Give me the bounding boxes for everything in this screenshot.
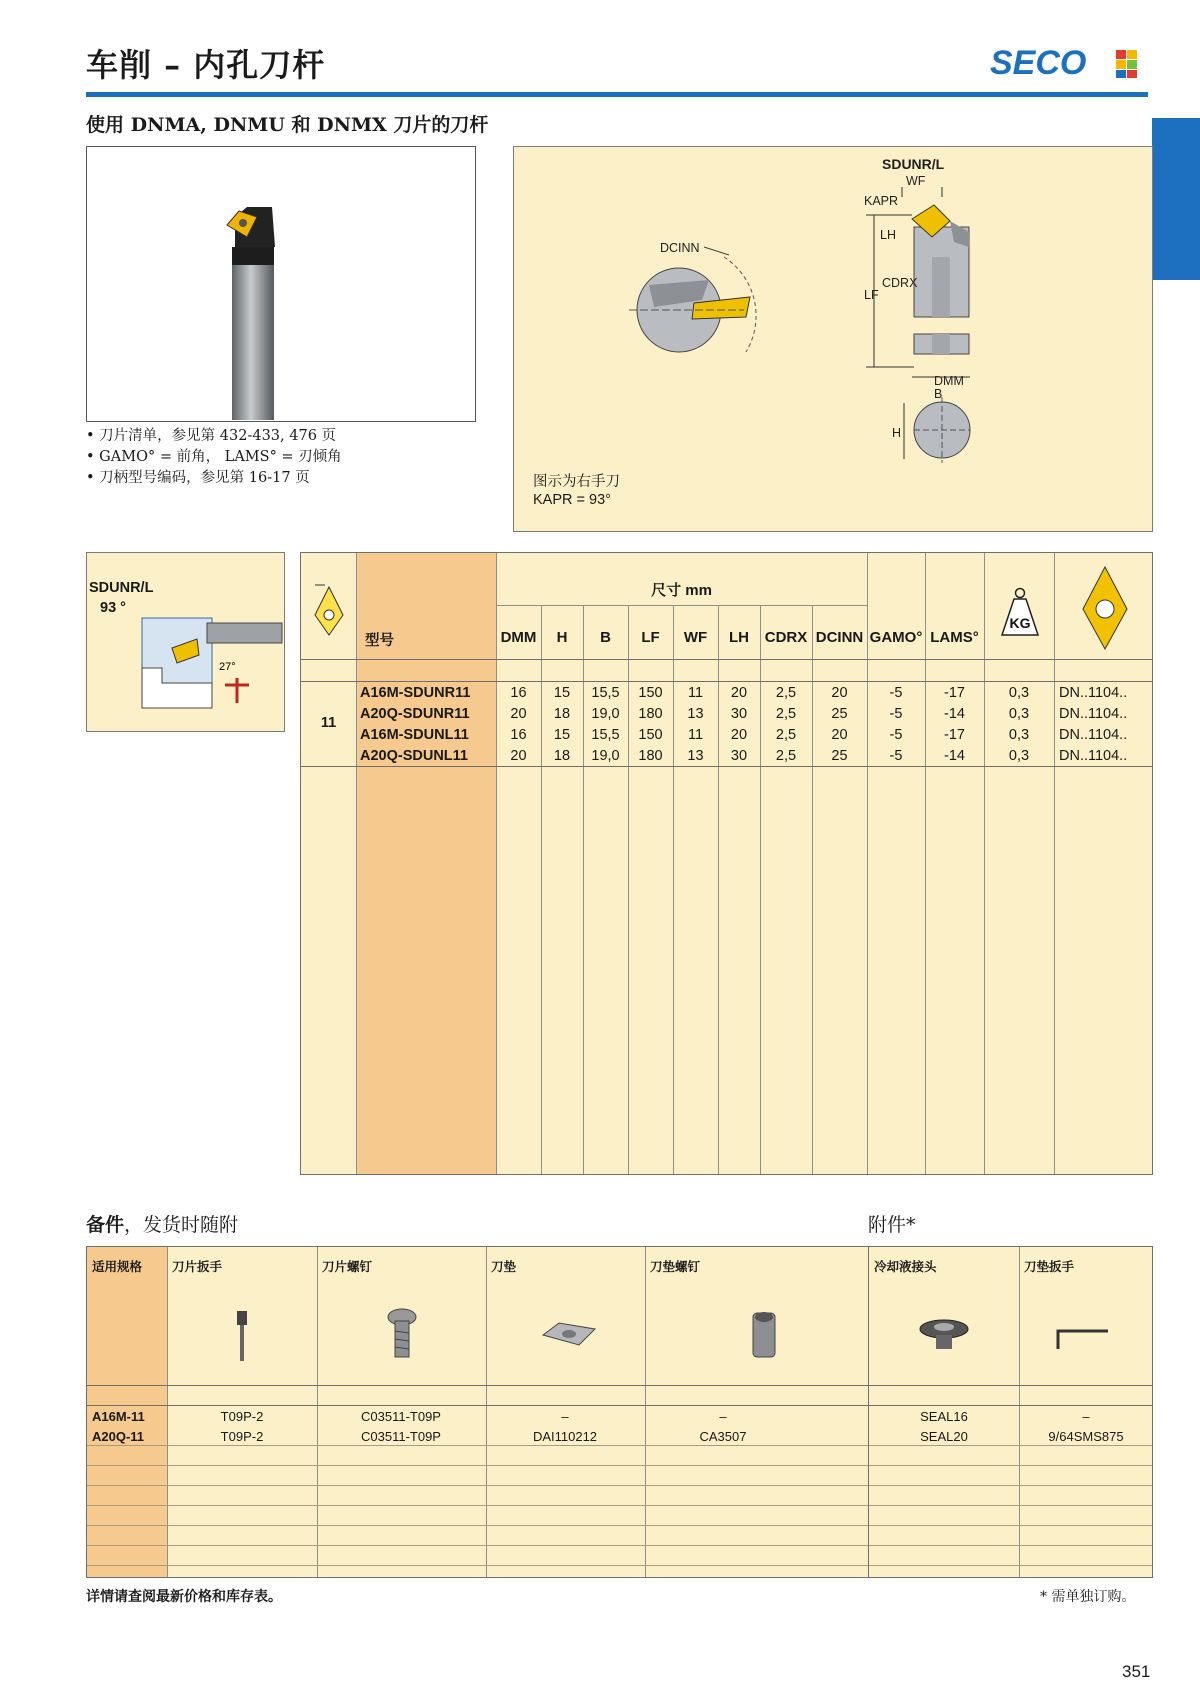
header-rule	[86, 92, 1148, 97]
value-cell: 2,5	[775, 727, 797, 743]
part-cell: C03511-T09P	[361, 1429, 441, 1444]
value-cell: 16	[510, 727, 527, 743]
note-item: • 刀柄型号编码，参见第 16-17 页	[86, 470, 310, 486]
value-cell: 2,5	[775, 706, 797, 722]
value-cell: 18	[553, 706, 571, 722]
value-cell: -17	[944, 727, 965, 743]
note-item: • GAMO° = 前角， LAMS° = 刃倾角	[86, 449, 342, 465]
value-cell: 20	[730, 685, 748, 701]
value-cell: 2,5	[775, 685, 797, 701]
value-cell: -5	[889, 685, 903, 701]
orientation-angle: 93 °	[100, 600, 126, 616]
notes-list	[86, 426, 342, 489]
value-cell: 20	[510, 748, 527, 764]
accessory-cell: SEAL16	[920, 1409, 968, 1424]
col-header: LF	[641, 629, 660, 646]
svg-text:LF: LF	[864, 288, 879, 302]
spares-header: 适用规格	[92, 1259, 143, 1274]
value-cell: 20	[730, 727, 748, 743]
orientation-title: SDUNR/L	[89, 580, 154, 596]
value-cell: 25	[831, 748, 848, 764]
svg-text:27°: 27°	[219, 661, 236, 673]
part-cell: CA3507	[699, 1429, 747, 1444]
value-cell: 11	[687, 685, 704, 701]
acc-header: 刀垫扳手	[1024, 1259, 1075, 1274]
value-cell: 13	[687, 706, 704, 722]
svg-text:LH: LH	[880, 228, 896, 242]
diagram-caption: 图示为右手刀	[533, 474, 620, 490]
value-cell: 2,5	[775, 748, 797, 764]
value-cell: 25	[831, 706, 848, 722]
accessory-cell: –	[1082, 1409, 1090, 1424]
value-cell: 20	[831, 727, 848, 743]
value-cell: -14	[944, 748, 965, 764]
value-cell: -5	[889, 706, 903, 722]
part-cell: C03511-T09P	[361, 1409, 441, 1424]
col-header: LH	[729, 629, 749, 646]
part-cell: –	[719, 1409, 727, 1424]
footnote-right: * 需单独订购。	[1040, 1589, 1136, 1605]
value-cell: 150	[638, 727, 663, 743]
col-header: GAMO°	[869, 629, 923, 646]
spares-table	[86, 1246, 891, 1578]
model-cell: A20Q-SDUNL11	[360, 748, 468, 764]
value-cell: 15,5	[591, 727, 620, 743]
part-cell: DAI110212	[532, 1429, 598, 1444]
dim-group-header: 尺寸 mm	[651, 582, 712, 599]
value-cell: 18	[553, 748, 571, 764]
insert-cell: DN..1104..	[1059, 748, 1128, 764]
accessory-cell: SEAL20	[920, 1429, 968, 1444]
value-cell: 11	[687, 727, 704, 743]
value-cell: -14	[944, 706, 965, 722]
model-cell: A20Q-SDUNR11	[360, 706, 470, 722]
accessories-title: 附件*	[868, 1214, 916, 1236]
part-cell: T09P-2	[220, 1409, 264, 1424]
spares-header: 刀垫	[491, 1259, 517, 1274]
svg-text:WF: WF	[906, 174, 926, 188]
diagram-caption-kapr: KAPR = 93°	[533, 492, 611, 508]
insert-geometry-icon	[1079, 565, 1131, 651]
spec-cell: A20Q-11	[92, 1429, 145, 1444]
subtitle: 使用 DNMA, DNMU 和 DNMX 刀片的刀杆	[86, 114, 489, 136]
shim-screw-icon	[747, 1307, 781, 1367]
shim-key-icon	[1054, 1319, 1114, 1355]
diagram-title: SDUNR/L	[882, 156, 945, 172]
value-cell: 20	[510, 706, 527, 722]
svg-text:B: B	[934, 387, 943, 401]
acc-header: 冷却液接头	[874, 1259, 937, 1274]
value-cell: 19,0	[591, 706, 620, 722]
footnote-left: 详情请查阅最新价格和库存表。	[86, 1589, 282, 1605]
weight-cell: 0,3	[1008, 685, 1030, 701]
value-cell: 150	[638, 685, 663, 701]
accessory-cell: 9/64SMS875	[1048, 1429, 1124, 1444]
page-title: 车削 – 内孔刀杆	[86, 46, 326, 84]
col-header: DCINN	[815, 629, 864, 646]
value-cell: 180	[638, 706, 663, 722]
insert-shape-icon	[311, 581, 347, 639]
note-item: • 刀片清单，参见第 432-433, 476 页	[86, 428, 337, 444]
model-header: 型号	[365, 632, 394, 649]
orientation-panel	[86, 552, 285, 732]
seco-logo	[990, 44, 1140, 80]
part-cell: –	[561, 1409, 569, 1424]
col-header: B	[600, 629, 611, 646]
value-cell: 30	[730, 748, 748, 764]
svg-text:DMM: DMM	[934, 374, 964, 388]
svg-text:DCINN: DCINN	[660, 241, 700, 255]
value-cell: 20	[831, 685, 848, 701]
weight-cell: 0,3	[1008, 727, 1030, 743]
weight-cell: 0,3	[1008, 748, 1030, 764]
col-header: CDRX	[764, 629, 808, 646]
page-number: 351	[1122, 1662, 1151, 1681]
insert-cell: DN..1104..	[1059, 706, 1128, 722]
col-header: H	[556, 629, 568, 646]
value-cell: 30	[730, 706, 748, 722]
size-cell: 11	[320, 715, 337, 731]
model-cell: A16M-SDUNR11	[360, 685, 471, 701]
svg-text:CDRX: CDRX	[882, 276, 918, 290]
value-cell: 19,0	[591, 748, 620, 764]
value-cell: -5	[889, 748, 903, 764]
product-photo	[86, 146, 476, 422]
spares-title: 备件，发货时随附	[86, 1214, 239, 1236]
svg-text:H: H	[892, 426, 902, 440]
value-cell: -5	[889, 727, 903, 743]
value-cell: 180	[638, 748, 663, 764]
svg-text:KAPR: KAPR	[864, 194, 899, 208]
shim-icon	[539, 1315, 599, 1355]
value-cell: 15	[553, 727, 571, 743]
insert-cell: DN..1104..	[1059, 685, 1128, 701]
spec-cell: A16M-11	[92, 1409, 145, 1424]
insert-key-icon	[227, 1307, 257, 1367]
col-header: LAMS°	[930, 629, 979, 646]
value-cell: -17	[944, 685, 965, 701]
accessories-table	[868, 1246, 1153, 1578]
svg-text:SECO: SECO	[990, 44, 1087, 80]
spares-header: 刀片螺钉	[322, 1259, 373, 1274]
value-cell: 15	[553, 685, 571, 701]
col-header: WF	[683, 629, 708, 646]
value-cell: 15,5	[591, 685, 620, 701]
value-cell: 16	[510, 685, 527, 701]
model-cell: A16M-SDUNL11	[360, 727, 469, 743]
weight-cell: 0,3	[1008, 706, 1030, 722]
part-cell: T09P-2	[220, 1429, 264, 1444]
value-cell: 13	[687, 748, 704, 764]
boring-bar-photo	[87, 147, 474, 420]
spares-header: 刀垫螺钉	[650, 1259, 701, 1274]
svg-text:KG: KG	[1009, 615, 1031, 631]
spares-header: 刀片扳手	[172, 1259, 223, 1274]
insert-cell: DN..1104..	[1059, 727, 1128, 743]
chapter-tab	[1152, 118, 1200, 280]
weight-icon	[999, 587, 1041, 639]
insert-screw-icon	[385, 1307, 419, 1367]
col-header: DMM	[500, 629, 537, 646]
dimension-table	[300, 552, 1153, 1175]
coolant-seal-icon	[914, 1313, 974, 1357]
